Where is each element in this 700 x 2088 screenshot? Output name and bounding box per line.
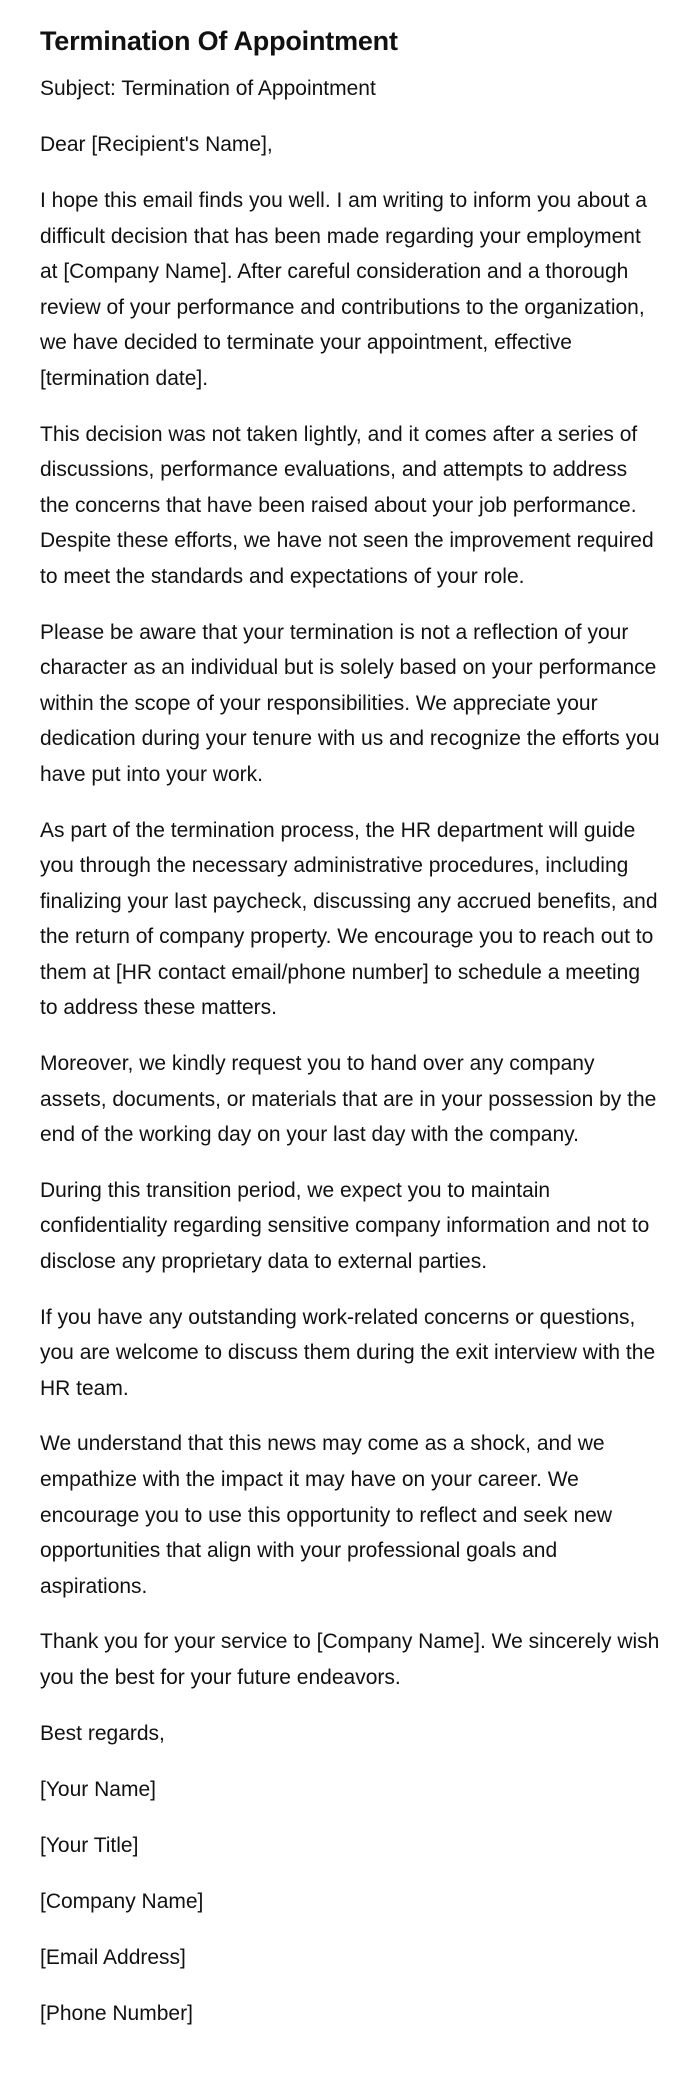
signature-company: [Company Name]: [40, 1889, 204, 1913]
signature-title: [Your Title]: [40, 1833, 139, 1857]
document-title: Termination Of Appointment: [40, 26, 398, 56]
body-paragraph-6: During this transition period, we expect you to maintain confidentiality regarding sensitive company information and not to disclose any proprietary data to external parties.: [40, 1178, 650, 1274]
body-paragraph-2: This decision was not taken lightly, and it comes after a series of discussions, performance evaluations, and attempts to address the concerns that have been raised about your job performance. Despite these efforts, we have not seen the improvement required to meet the standards and expectations of your role.: [40, 422, 654, 588]
signature-phone: [Phone Number]: [40, 2001, 193, 2025]
body-paragraph-5: Moreover, we kindly request you to hand over any company assets, documents, or materials that are in your possession by the end of the working day on your last day with the company.: [40, 1052, 657, 1147]
body-paragraph-3: Please be aware that your termination is not a reflection of your character as an individual but is solely based on your performance within the scope of your responsibilities. We appreciate your dedication during your tenure with us and recognize the efforts you have put into your work.: [40, 620, 660, 786]
subject-line: Subject: Termination of Appointment: [40, 77, 376, 100]
body-paragraph-8: We understand that this news may come as a shock, and we empathize with the impact it may have on your career. We encourage you to use this opportunity to reflect and seek new opportunities that align with your professional goals and aspirations.: [40, 1432, 613, 1598]
body-paragraph-1: I hope this email finds you well. I am writing to inform you about a difficult decision that has been made regarding your employment at [Company Name]. After careful consideration and a thorough review of your performance and contributions to the organization, we have decided to terminate your appointment, effective [termination date].: [40, 189, 647, 390]
signature-name: [Your Name]: [40, 1777, 156, 1801]
salutation: Dear [Recipient's Name],: [40, 133, 273, 156]
body-paragraph-7: If you have any outstanding work-related concerns or questions, you are welcome to discuss them during the exit interview with the HR team.: [40, 1305, 656, 1400]
body-paragraph-4: As part of the termination process, the HR department will guide you through the necessary administrative procedures, including finalizing your last paycheck, discussing any accrued benefits, and the return of company property. We encourage you to reach out to them at [HR contact email/phone number] to schedule a meeting to address these matters.: [40, 818, 658, 1020]
closing: Best regards,: [40, 1721, 165, 1745]
body-paragraph-9: Thank you for your service to [Company Name]. We sincerely wish you the best for your future endeavors.: [40, 1630, 660, 1689]
signature-email: [Email Address]: [40, 1945, 186, 1969]
